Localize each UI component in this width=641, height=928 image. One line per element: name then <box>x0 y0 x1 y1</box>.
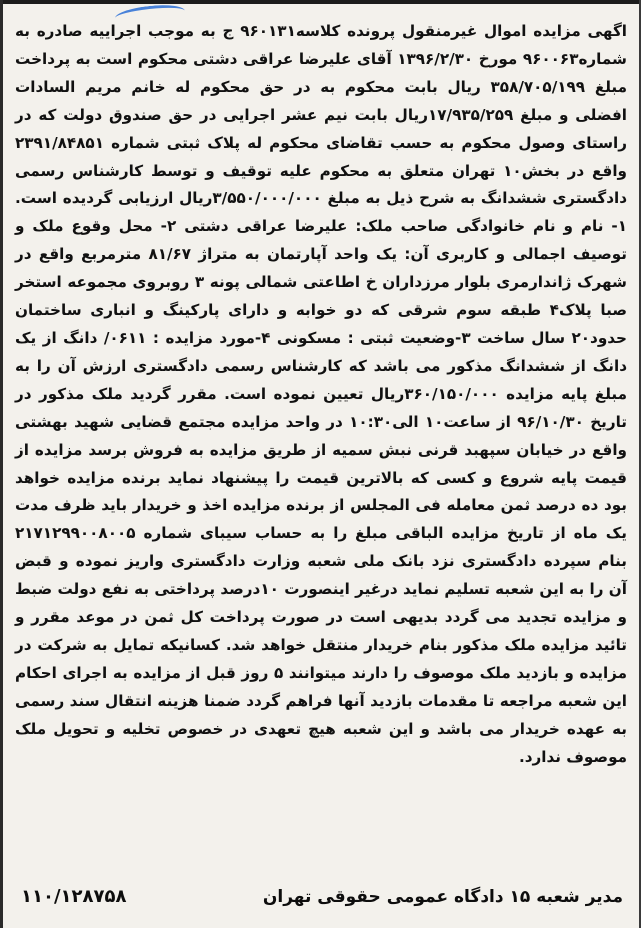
signature-line: مدیر شعبه ۱۵ دادگاه عمومی حقوقی تهران <box>262 886 623 907</box>
reference-number: ۱۱۰/۱۲۸۷۵۸ <box>21 886 127 907</box>
top-border-rule <box>3 0 639 4</box>
auction-notice-body <box>15 18 627 771</box>
notice-paragraph: اگهی مزایده اموال غیرمنقول پرونده کلاسه۹۶۰۱۳۱ ج به موجب اجراییه صادره به شماره۹۶۰۰۶۳ مورخ ۱۳۹۶/۲/۳۰ آقای علیرضا عراقی دشتی محکوم است به پرداخت مبلغ ۳۵۸/۷۰۵/۱۹۹ ریال بابت محکوم به در حق محکوم له خانم مریم السادات افضلی و مبلغ ۱۷/۹۳۵/۲۵۹ریال بابت نیم عشر اجرایی در حق صندوق دولت که در راستای وصول محکوم به حسب تقاضای محکوم له پلاک ثبتی شماره ۲۳۹۱/۸۴۸۵۱ واقع در بخش۱۰ تهران متعلق به محکوم علیه توقیف و توسط کارشناس رسمی دادگستری ششدانگ به شرح ذیل به مبلغ ۳/۵۵۰/۰۰۰/۰۰۰ریال ارزیابی گردیده است. ۱- نام و نام خانوادگی صاحب ملک: علیرضا عراقی دشتی ۲- محل وقوع ملک و توصیف اجمالی و کاربری آن: یک واحد آپارتمان به متراژ ۸۱/۶۷ مترمربع واقع در شهرک ژاندارمری بلوار مرزداران خ اطاعتی شمالی پونه ۳ روبروی مجموعه استخر صبا پلاک۴ طبقه سوم شرقی که دو خوابه و دارای پارکینگ و انباری ساختمان حدود۲۰ سال ساخت ۳-وضعیت ثبتی : مسکونی ۴-مورد مزایده : ۰۶۱۱/ دانگ از یک دانگ از ششدانگ مذکور می باشد که کارشناس رسمی دادگستری ارزش آن را به مبلغ پایه مزایده ۳۶۰/۱۵۰/۰۰۰ریال تعیین نموده است. مقرر گردید ملک مذکور در تاریخ ۹۶/۱۰/۳۰ از ساعت۱۰ الی۱۰:۳۰ در واحد مزایده مجتمع قضایی شهید بهشتی واقع در خیابان سپهبد قرنی نبش سمیه از طریق مزایده به فروش برسد مزایده از قیمت پایه شروع و کسی که بالاترین قیمت را پیشنهاد نماید برنده مزایده خواهد بود ده درصد ثمن معامله فی المجلس از برنده مزایده اخذ و خریدار باید ظرف مدت یک ماه از تاریخ مزایده الباقی مبلغ را به حساب سیبای شماره ۲۱۷۱۲۹۹۰۰۸۰۰۵ بنام سپرده دادگستری نزد بانک ملی شعبه وزارت دادگستری واریز نموده و قبض آن را به این شعبه تسلیم نماید درغیر اینصورت ۱۰درصد پرداختی به نفع دولت ضبط و مزایده تجدید می گردد بدیهی است در صورت پرداخت کل ثمن در موعد مقرر و تائید مزایده ملک مذکور بنام خریدار منتقل خواهد شد. کسانیکه تمایل به شرکت در مزایده و بازدید ملک موصوف را دارند میتوانند ۵ روز قبل از مزایده به اجرای احکام این شعبه مراجعه تا مقدمات بازدید آنها فراهم گردد ضمنا هزینه انتقال سند رسمی به عهده خریدار می باشد و این شعبه هیچ تعهدی در خصوص تخلیه و تحویل ملک موصوف ندارد. <box>15 22 628 766</box>
notice-footer <box>21 886 623 907</box>
